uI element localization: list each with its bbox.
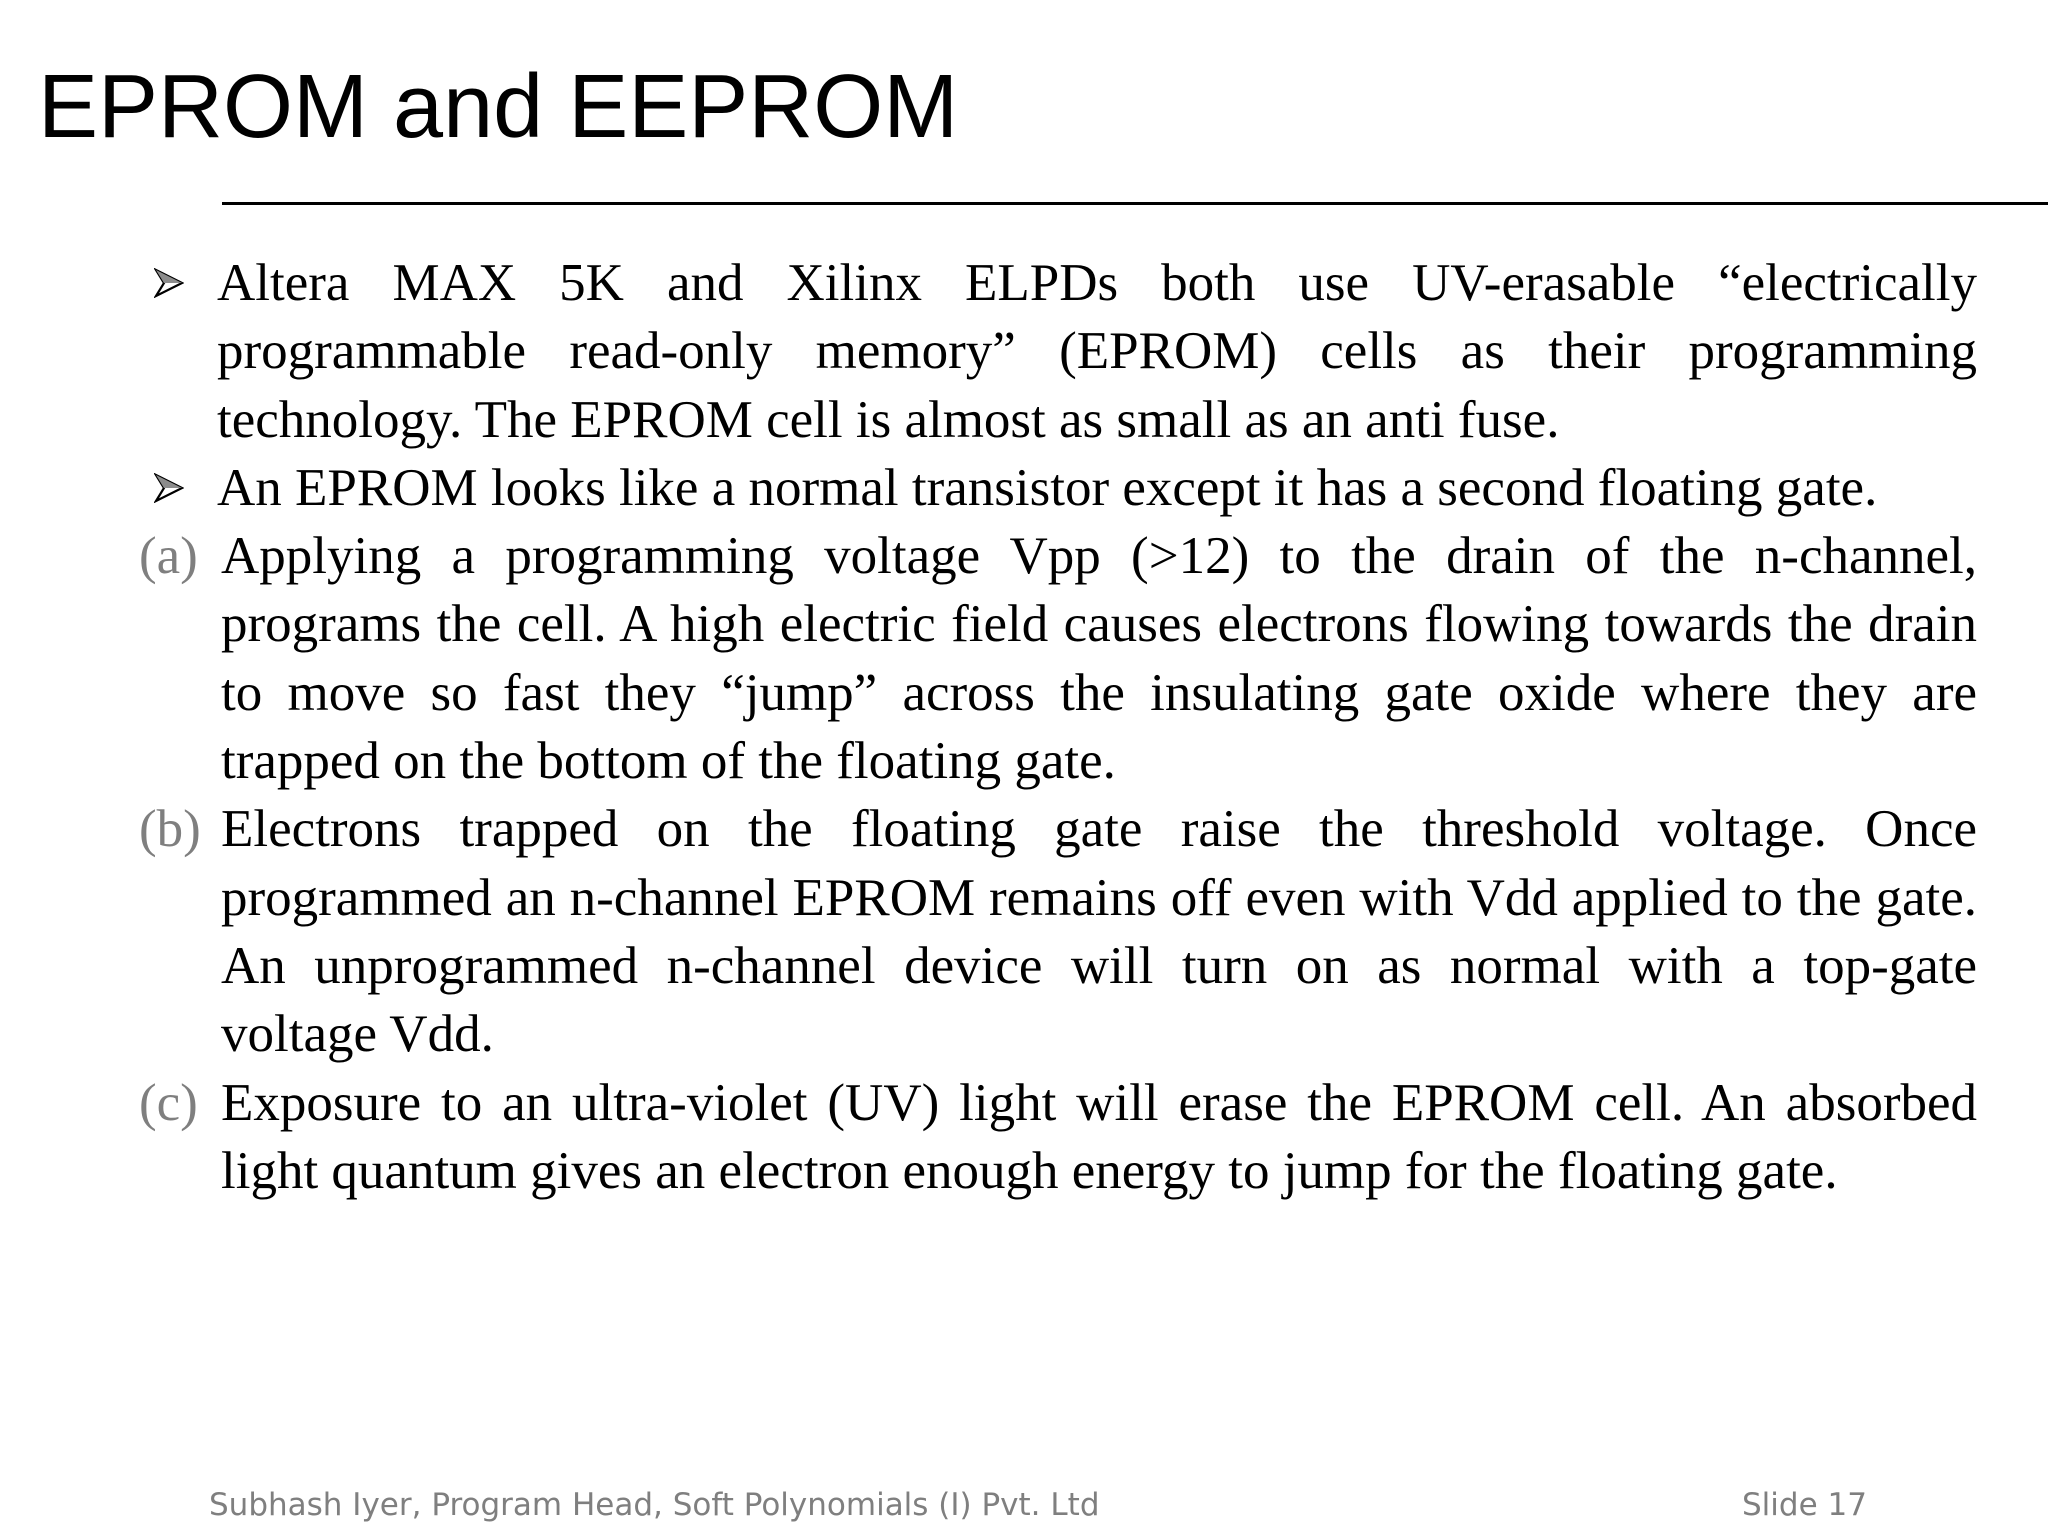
bullet-text: An EPROM looks like a normal transistor except it has a second floating gate. — [217, 458, 1878, 517]
slide-number: Slide 17 — [1742, 1487, 1867, 1523]
slide-title: EPROM and EEPROM — [38, 57, 959, 157]
lettered-item-b — [135, 795, 1977, 1068]
item-text: Electrons trapped on the floating gate raise the threshold voltage. Once programmed an n-channel EPROM remains off even with Vdd applied to the gate. An unprogrammed n-channel device will turn on as normal with a top-gate voltage Vdd. — [221, 800, 1977, 1064]
bullet-item — [135, 454, 1977, 522]
bullet-item — [135, 249, 1977, 454]
item-text: Exposure to an ultra-violet (UV) light will erase the EPROM cell. An absorbed light quantum gives an electron enough energy to jump for the floating gate. — [221, 1073, 1977, 1200]
lettered-item-a — [135, 522, 1977, 795]
slide-content — [135, 249, 1977, 1205]
item-marker: (b) — [139, 800, 201, 859]
lettered-item-c — [135, 1069, 1977, 1206]
footer-author: Subhash Iyer, Program Head, Soft Polynomials (I) Pvt. Ltd — [209, 1487, 1100, 1523]
item-text: Applying a programming voltage Vpp (>12) to the drain of the n-channel, programs the cell. A high electric field causes electrons flowing towards the drain to move so fast they “jump” across the insulating gate oxide where they are trapped on the bottom of the floating gate. — [221, 527, 1977, 791]
title-divider — [222, 202, 2048, 205]
bullet-text: Altera MAX 5K and Xilinx ELPDs both use UV-erasable “electrically programmable read-only memory” (EPROM) cells as their programming technology. The EPROM cell is almost as small as an anti fuse. — [217, 254, 1977, 449]
arrowhead-bullet-icon — [135, 454, 217, 522]
arrowhead-bullet-icon — [135, 249, 217, 317]
item-marker: (c) — [139, 1073, 198, 1132]
item-marker: (a) — [139, 527, 198, 586]
